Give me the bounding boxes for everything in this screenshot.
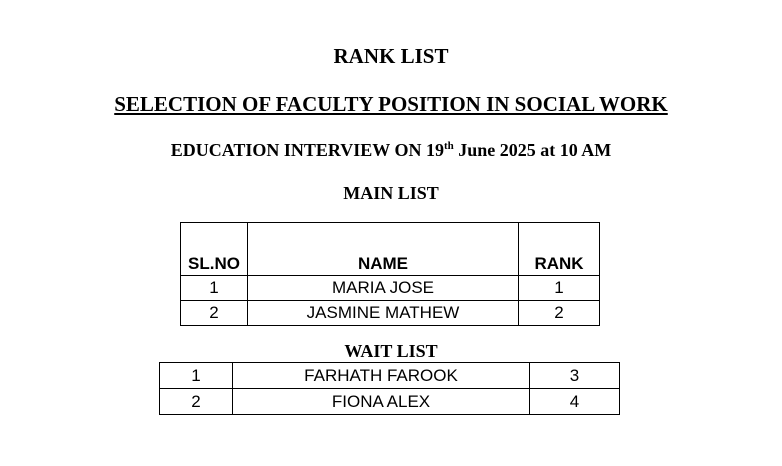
interview-superscript: th [443, 140, 454, 152]
name-cell: MARIA JOSE [248, 276, 519, 301]
table-row [181, 276, 600, 301]
table-row [160, 363, 620, 389]
table-row [181, 301, 600, 326]
table-row [160, 389, 620, 415]
main-list-table [180, 222, 600, 326]
column-header-sl-no: SL.NO [181, 223, 248, 276]
table-header-row [181, 223, 600, 276]
selection-subtitle: SELECTION OF FACULTY POSITION IN SOCIAL WORK [114, 92, 668, 116]
sl-no-cell: 2 [160, 389, 233, 415]
column-header-name: NAME [248, 223, 519, 276]
sl-no-cell: 1 [181, 276, 248, 301]
sl-no-cell: 1 [160, 363, 233, 389]
name-cell: JASMINE MATHEW [248, 301, 519, 326]
name-cell: FARHATH FAROOK [233, 363, 530, 389]
sl-no-cell: 2 [181, 301, 248, 326]
wait-list-table [159, 362, 620, 415]
rank-cell: 2 [519, 301, 600, 326]
wait-list-heading: WAIT LIST [344, 341, 438, 361]
page-title: RANK LIST [333, 44, 449, 68]
main-list-heading: MAIN LIST [343, 183, 439, 203]
interview-suffix: June 2025 at 10 AM [453, 140, 612, 160]
name-cell: FIONA ALEX [233, 389, 530, 415]
rank-cell: 4 [530, 389, 620, 415]
rank-cell: 1 [519, 276, 600, 301]
interview-line [0, 140, 782, 161]
interview-prefix: EDUCATION INTERVIEW ON 19 [170, 140, 444, 160]
rank-cell: 3 [530, 363, 620, 389]
column-header-rank: RANK [519, 223, 600, 276]
